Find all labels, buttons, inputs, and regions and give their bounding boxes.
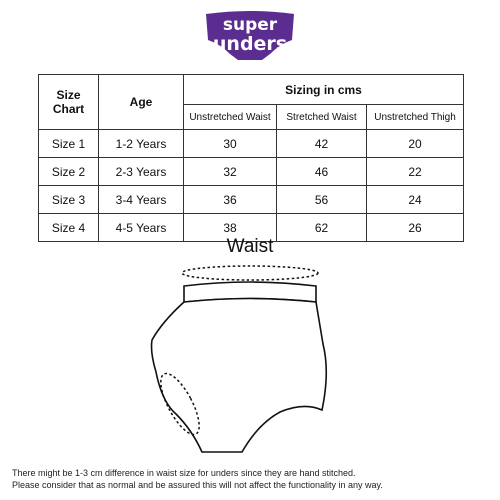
column-header-unstretched-thigh: Unstretched Thigh xyxy=(367,105,464,130)
age-cell: 4-5 Years xyxy=(99,214,184,242)
table-row xyxy=(39,130,464,158)
footnote xyxy=(12,467,492,491)
age-cell: 1-2 Years xyxy=(99,130,184,158)
stretched-waist-cell: 62 xyxy=(277,214,367,242)
logo-trademark: TM xyxy=(284,14,293,20)
size-cell: Size 1 xyxy=(39,130,99,158)
unstretched-thigh-cell: 24 xyxy=(367,186,464,214)
unstretched-waist-cell: 36 xyxy=(184,186,277,214)
unstretched-waist-cell: 38 xyxy=(184,214,277,242)
unstretched-thigh-cell: 22 xyxy=(367,158,464,186)
sizing-header: Sizing in cms xyxy=(184,75,464,105)
stretched-waist-cell: 56 xyxy=(277,186,367,214)
age-header: Age xyxy=(99,75,184,130)
unstretched-thigh-cell: 20 xyxy=(367,130,464,158)
column-header-stretched-waist: Stretched Waist xyxy=(277,105,367,130)
unstretched-waist-cell: 30 xyxy=(184,130,277,158)
waist-diagram-title: Waist xyxy=(226,236,274,257)
age-cell: 2-3 Years xyxy=(99,158,184,186)
unstretched-waist-cell: 32 xyxy=(184,158,277,186)
underwear-outline-icon xyxy=(140,262,360,462)
brand-logo xyxy=(200,10,300,62)
footnote-line-1: There might be 1-3 cm difference in waist size for unders since they are hand stitched. xyxy=(12,468,356,478)
age-cell: 3-4 Years xyxy=(99,186,184,214)
size-cell: Size 2 xyxy=(39,158,99,186)
logo-word-super: super xyxy=(222,15,278,35)
column-header-unstretched-waist: Unstretched Waist xyxy=(184,105,277,130)
size-chart-table xyxy=(38,74,464,242)
table-row xyxy=(39,186,464,214)
size-cell: Size 3 xyxy=(39,186,99,214)
unstretched-thigh-cell: 26 xyxy=(367,214,464,242)
table-row xyxy=(39,158,464,186)
footnote-line-2: Please consider that as normal and be assured this will not affect the functionality in any way. xyxy=(12,480,383,490)
size-cell: Size 4 xyxy=(39,214,99,242)
stretched-waist-cell: 46 xyxy=(277,158,367,186)
size-chart-header: Size Chart xyxy=(39,75,99,130)
stretched-waist-cell: 42 xyxy=(277,130,367,158)
logo-word-unders: unders xyxy=(212,33,288,55)
